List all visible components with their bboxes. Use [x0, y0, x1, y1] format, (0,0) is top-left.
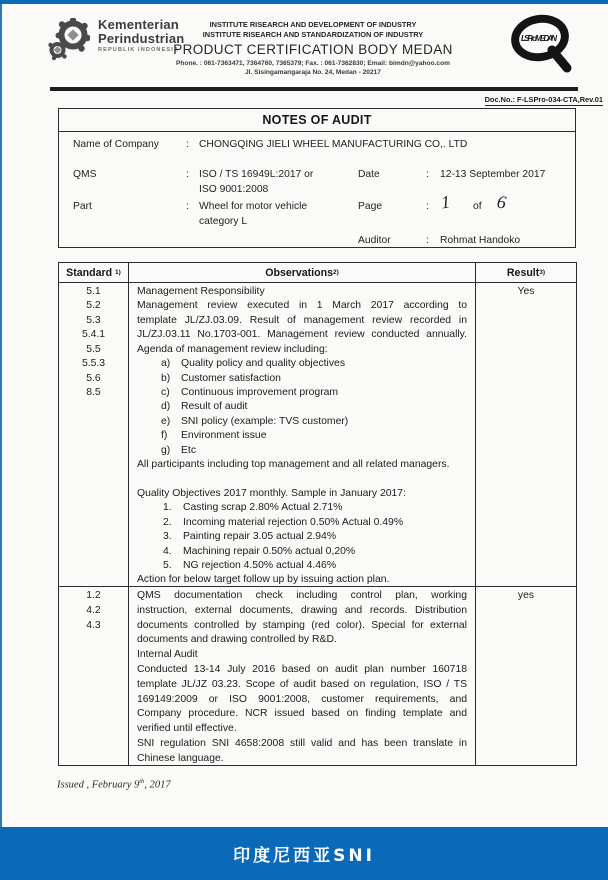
standard-clause: 8.5 [86, 386, 101, 398]
standard-clause: 4.3 [86, 619, 101, 631]
lspro-logo-text: LSPro MEDAN [521, 34, 557, 43]
page-of-label: of [473, 201, 482, 212]
standard-clause: 5.5 [86, 343, 101, 355]
list-marker: f) [161, 430, 168, 442]
list-text: Incoming material rejection 0.50% Actual 0.49% [183, 516, 404, 528]
standard-clause: 5.1 [86, 286, 101, 297]
list-text: Result of audit [181, 401, 248, 413]
observation-line: verified until effective. [137, 723, 237, 735]
list-marker: g) [161, 444, 171, 456]
page-current-handwritten: 1 [439, 191, 451, 213]
ministry-line1: Kementerian [98, 17, 179, 32]
date-value: 12-13 September 2017 [440, 169, 546, 180]
company-label: Name of Company [73, 139, 159, 150]
standard-clause: 4.2 [86, 604, 101, 616]
observation-line: All participants including top management and all related managers. [137, 459, 450, 471]
result-value: yes [517, 590, 535, 601]
column-header-standard: Standard 1) [59, 263, 129, 282]
ministry-line3: REPUBLIK INDONESIA [98, 47, 180, 53]
standard-clause: 1.2 [86, 590, 101, 601]
doc-number: Doc.No.: F-LSPro-034-CTA,Rev.01 [484, 95, 603, 104]
observation-line [137, 530, 467, 544]
company-value: CHONGQING JIELI WHEEL MANUFACTURING CO,. LTD [199, 139, 468, 150]
ministry-line2: Perindustrian [98, 31, 185, 46]
footer-bar [0, 827, 608, 880]
list-text: Environment issue [181, 430, 267, 442]
observation-line: JL/ZJ.03.11 No.1703-001. Management review conducted annually. [137, 329, 467, 341]
standard-clause: 5.6 [86, 372, 101, 384]
observation-line [137, 357, 467, 371]
list-marker: c) [161, 386, 170, 398]
page-title: NOTES OF AUDIT [59, 109, 575, 132]
list-marker: d) [161, 401, 171, 413]
auditor-value: Rohmat Handoko [440, 235, 521, 246]
result-cell [476, 283, 576, 586]
colon: : [186, 139, 189, 150]
part-value-line2: category L [199, 216, 248, 227]
list-marker: 2. [163, 516, 172, 528]
observation-line: Action for below target follow up by issuing action plan. [137, 574, 390, 586]
observation-line: Chinese language. [137, 752, 224, 764]
list-marker: b) [161, 372, 171, 384]
org-line1: INSTITUTE RISEARCH AND DEVELOPMENT OF INDUSTRY [209, 20, 417, 29]
observation-line: template JL/ZJ.03.09. Result of management review recorded in [137, 314, 467, 326]
part-label: Part [73, 201, 92, 212]
colon: : [426, 235, 429, 246]
ministry-gear-icon [48, 18, 90, 62]
list-text: Quality policy and quality objectives [181, 358, 346, 370]
table-row [59, 283, 576, 587]
result-value: Yes [517, 286, 535, 297]
observation-line: Quality Objectives 2017 monthly. Sample in January 2017: [137, 487, 406, 499]
colon: : [186, 201, 189, 212]
issued-date-line: Issued , February 9th, 2017 [57, 778, 171, 791]
observation-line [137, 545, 467, 559]
audit-table-rows [59, 283, 576, 765]
audit-table-header [59, 263, 576, 283]
part-value-line1: Wheel for motor vehicle [199, 201, 308, 212]
org-line2: INSTITUTE RISEARCH AND STANDARDIZATION OF INDUSTRY [202, 30, 424, 39]
observation-line [137, 386, 467, 400]
page-total-handwritten: 6 [495, 191, 508, 213]
observation-line [137, 516, 467, 530]
address-line: Jl. Sisingamangaraja No. 24, Medan - 20217 [245, 68, 381, 76]
list-text: Etc [181, 444, 197, 456]
observation-line [137, 472, 467, 486]
qms-value-line2: ISO 9001:2008 [199, 184, 269, 195]
observation-line: Conducted 13-14 July 2016 based on audit plan number 160718 [137, 663, 467, 675]
column-header-result: Result 3) [506, 266, 546, 279]
observation-line [137, 372, 467, 386]
list-marker: 1. [163, 502, 172, 514]
list-marker: 4. [163, 545, 172, 557]
observation-line: instruction, external documents, drawing and records. Distribution [137, 604, 467, 616]
organization-header [168, 20, 458, 77]
observation-line: Company procedure. NCR issued based on finding template and [137, 708, 467, 720]
standard-clause: 5.4.1 [81, 329, 106, 341]
contact-line: Phone. : 061-7363471, 7364760, 7365379; Fax. : 061-7362830; Email: bimdn@yahoo.com [176, 60, 450, 67]
lspro-medan-logo-icon [510, 12, 576, 78]
standard-cell [59, 283, 129, 586]
observations-cell [129, 283, 476, 586]
observation-line: 169149:2009 or ISO 9001:2008, customer requirements, and [137, 693, 467, 705]
footer-caption: 印度尼西亚SNI [233, 846, 375, 866]
observation-line [137, 501, 467, 515]
audit-info-box [58, 108, 576, 248]
auditor-label: Auditor [358, 235, 391, 246]
column-header-observations: Observations 2) [129, 263, 476, 282]
page-label: Page [358, 201, 383, 212]
list-marker: 5. [163, 560, 172, 572]
colon: : [426, 169, 429, 180]
list-text: NG rejection 4.50% actual 4.46% [183, 560, 337, 572]
observation-line: template JL/JZ 03.23. Scope of audit based on regulation, ISO / TS [137, 678, 467, 690]
observation-line [137, 559, 467, 573]
observation-line [137, 400, 467, 414]
left-blue-border [0, 4, 2, 827]
standard-clause: 5.3 [86, 314, 101, 326]
list-text: Continuous improvement program [181, 386, 339, 398]
list-text: SNI policy (example: TVS customer) [181, 415, 349, 427]
list-text: Painting repair 3.05 actual 2.94% [183, 531, 337, 543]
observation-line [137, 429, 467, 443]
observation-line: Internal Audit [137, 649, 198, 661]
org-line3: PRODUCT CERTIFICATION BODY MEDAN [173, 42, 453, 57]
list-marker: a) [161, 358, 171, 370]
qms-value-line1: ISO / TS 16949L:2017 or [199, 169, 314, 180]
list-text: Machining repair 0.50% actual 0,20% [183, 545, 356, 557]
observation-line: QMS documentation check including control plan, working [137, 590, 467, 601]
observation-line: documents and drawing controlled by R&D. [137, 634, 337, 646]
observation-line: documents controlled by stamping (red color). Special for external [137, 619, 467, 631]
table-row [59, 587, 576, 765]
qms-label: QMS [73, 169, 97, 180]
observation-line: SNI regulation SNI 4658:2008 still valid and has been translate in [137, 737, 467, 749]
list-marker: 3. [163, 531, 172, 543]
observation-line [137, 415, 467, 429]
date-label: Date [358, 169, 380, 180]
audit-table [58, 262, 577, 766]
letterhead [40, 12, 580, 92]
header-divider [50, 87, 578, 91]
standard-clause: 5.2 [86, 300, 101, 312]
standard-clause: 5.5.3 [81, 358, 106, 370]
list-marker: e) [161, 415, 171, 427]
observation-line: Agenda of management review including: [137, 343, 328, 355]
observation-line: Management review executed in 1 March 2017 according to [137, 300, 467, 312]
result-cell [476, 587, 576, 765]
observation-line [137, 444, 467, 458]
colon: : [186, 169, 189, 180]
observations-cell [129, 587, 476, 765]
list-text: Customer satisfaction [181, 372, 281, 384]
top-blue-border [0, 0, 608, 4]
colon: : [426, 201, 429, 212]
list-text: Casting scrap 2.80% Actual 2.71% [183, 502, 343, 514]
observation-line: Management Responsibility [137, 286, 265, 297]
standard-cell [59, 587, 129, 765]
